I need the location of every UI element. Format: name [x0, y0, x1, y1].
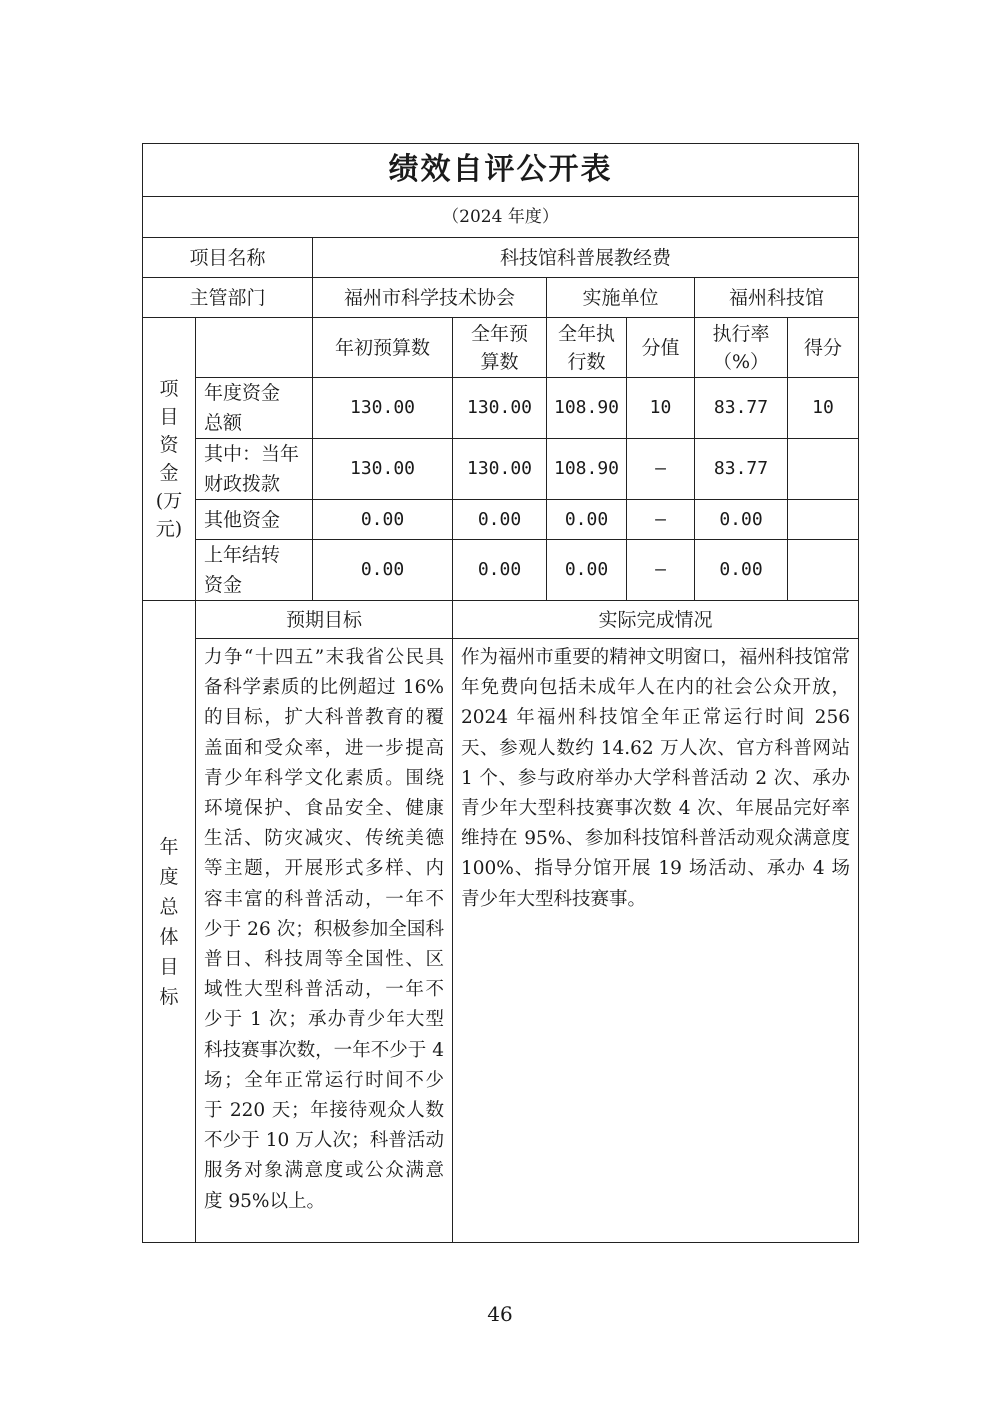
performance-table — [142, 143, 859, 1243]
header-annual-budget: 全年预 算数 — [453, 318, 547, 378]
funds-row-label: 其中：当年 财政拨款 — [196, 439, 313, 500]
table-title: 绩效自评公开表 — [143, 144, 859, 197]
funds-cell: 0.00 — [313, 540, 453, 601]
funds-cell: 10 — [788, 378, 859, 439]
actual-completion-text: 作为福州市重要的精神文明窗口，福州科技馆常年免费向包括未成年人在内的社会公众开放，2024 年福州科技馆全年正常运行时间 256 天、参观人数约 14.62 万人次、官方科普网站 1 个、参与政府举办大学科普活动 2 次、承办青少年大型科技赛事次数 4 次、年展品完好率维持在 95%、参加科技馆科普活动观众满意度 100%、指导分馆开展 19 场活动、承办 4 场青少年大型科技赛事。 — [453, 639, 859, 1243]
expected-goal-header: 预期目标 — [196, 601, 453, 639]
funds-cell: 0.00 — [695, 540, 788, 601]
header-initial-budget: 年初预算数 — [313, 318, 453, 378]
goals-side-label: 年 度 总 体 目 标 — [143, 601, 196, 1243]
funds-cell: 108.90 — [547, 439, 627, 500]
impl-unit-label: 实施单位 — [547, 278, 695, 318]
impl-unit-value: 福州科技馆 — [695, 278, 859, 318]
funds-cell: — — [627, 500, 695, 540]
page-number: 46 — [487, 1302, 513, 1326]
funds-cell: 0.00 — [547, 500, 627, 540]
actual-completion-header: 实际完成情况 — [453, 601, 859, 639]
funds-cell: 10 — [627, 378, 695, 439]
funds-row-label: 上年结转 资金 — [196, 540, 313, 601]
funds-header-blank — [196, 318, 313, 378]
funds-cell: 0.00 — [695, 500, 788, 540]
funds-cell — [788, 540, 859, 601]
funds-side-label: 项 目 资 金 (万 元) — [143, 318, 196, 601]
dept-value: 福州市科学技术协会 — [313, 278, 547, 318]
performance-table-sheet — [142, 143, 858, 1243]
funds-cell — [788, 439, 859, 500]
funds-cell — [788, 500, 859, 540]
funds-cell: — — [627, 439, 695, 500]
funds-cell: 108.90 — [547, 378, 627, 439]
header-annual-execution: 全年执 行数 — [547, 318, 627, 378]
funds-cell: 130.00 — [453, 439, 547, 500]
funds-row-label: 年度资金 总额 — [196, 378, 313, 439]
header-execution-rate: 执行率 （%） — [695, 318, 788, 378]
project-name-label: 项目名称 — [143, 238, 313, 278]
funds-cell: 130.00 — [313, 439, 453, 500]
expected-goal-text: 力争“十四五”末我省公民具备科学素质的比例超过 16%的目标，扩大科普教育的覆盖面和受众率，进一步提高青少年科学文化素质。围绕环境保护、食品安全、健康生活、防灾减灾、传统美德等主题，开展形式多样、内容丰富的科普活动，一年不少于 26 次；积极参加全国科普日、科技周等全国性、区域性大型科普活动，一年不少于 1 次；承办青少年大型科技赛事次数，一年不少于 4 场；全年正常运行时间不少于 220 天；年接待观众人数不少于 10 万人次；科普活动服务对象满意度或公众满意度 95%以上。 — [196, 639, 453, 1243]
funds-cell: 83.77 — [695, 439, 788, 500]
funds-cell: 130.00 — [313, 378, 453, 439]
header-score-value: 分值 — [627, 318, 695, 378]
funds-cell: 0.00 — [453, 500, 547, 540]
funds-cell: — — [627, 540, 695, 601]
header-score: 得分 — [788, 318, 859, 378]
project-name-value: 科技馆科普展教经费 — [313, 238, 859, 278]
funds-cell: 0.00 — [313, 500, 453, 540]
table-year: （2024 年度） — [143, 197, 859, 238]
funds-cell: 0.00 — [547, 540, 627, 601]
funds-cell: 0.00 — [453, 540, 547, 601]
funds-cell: 83.77 — [695, 378, 788, 439]
funds-row-label: 其他资金 — [196, 500, 313, 540]
dept-label: 主管部门 — [143, 278, 313, 318]
funds-cell: 130.00 — [453, 378, 547, 439]
